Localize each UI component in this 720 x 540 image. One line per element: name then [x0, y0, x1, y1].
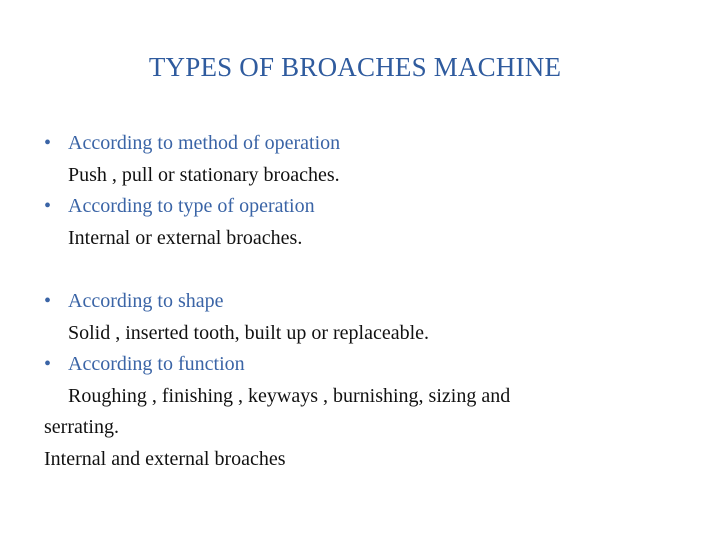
bullet-heading: According to shape [68, 290, 224, 312]
bullet-detail-continued: serrating. [44, 416, 119, 438]
bullet-function [44, 349, 684, 381]
bullet-heading: According to type of operation [68, 195, 315, 217]
bullet-icon: • [44, 353, 52, 375]
bullet-detail: Push , pull or stationary broaches. [68, 163, 340, 186]
bullet-detail: Roughing , finishing , keyways , burnishing, sizing and [68, 384, 511, 407]
bullet-heading: According to method of operation [68, 132, 341, 154]
bullet-type-of-operation [44, 191, 684, 223]
slide-content [44, 128, 684, 475]
bullet-icon: • [44, 290, 52, 312]
bullet-icon: • [44, 195, 52, 217]
bullet-method-of-operation [44, 128, 684, 160]
bullet-detail: Solid , inserted tooth, built up or replaceable. [68, 321, 430, 344]
section-spacer [44, 254, 684, 286]
slide-title: TYPES OF BROACHES MACHINE [148, 52, 562, 82]
bullet-icon: • [44, 132, 52, 154]
bullet-detail: Internal or external broaches. [68, 226, 303, 249]
bullet-shape [44, 286, 684, 318]
bullet-heading: According to function [68, 353, 245, 375]
bullet-detail-continued: Internal and external broaches [44, 447, 286, 470]
